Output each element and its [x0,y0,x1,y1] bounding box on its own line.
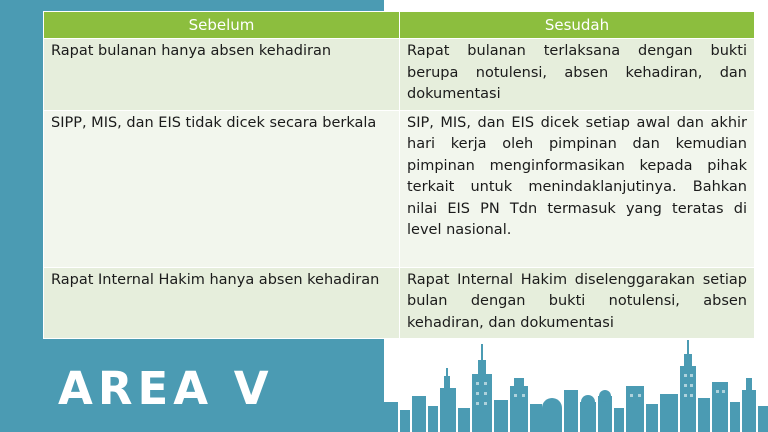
cell-after: Rapat Internal Hakim diselenggarakan setiap bulan dengan bukti notulensi, absen kehadiran, dan dokumentasi [400,267,755,339]
header-before: Sebelum [44,12,400,39]
before-after-table [43,11,755,339]
city-skyline-illustration [384,338,768,432]
table-row [44,39,755,111]
cell-before: Rapat bulanan hanya absen kehadiran [44,39,400,111]
cell-before: SIPP, MIS, dan EIS tidak dicek secara berkala [44,110,400,267]
cell-after: Rapat bulanan terlaksana dengan bukti berupa notulensi, absen kehadiran, dan dokumentasi [400,39,755,111]
table-row [44,110,755,267]
cell-before: Rapat Internal Hakim hanya absen kehadiran [44,267,400,339]
table-header-row [44,12,755,39]
table-row [44,267,755,339]
slide-title: AREA V [58,362,274,415]
header-after: Sesudah [400,12,755,39]
cell-after: SIP, MIS, dan EIS dicek setiap awal dan akhir hari kerja oleh pimpinan dan kemudian pimpinan menginformasikan kepada pihak terkait untuk menindaklanjutinya. Bahkan nilai EIS PN Tdn termasuk yang teratas di level nasional. [400,110,755,267]
